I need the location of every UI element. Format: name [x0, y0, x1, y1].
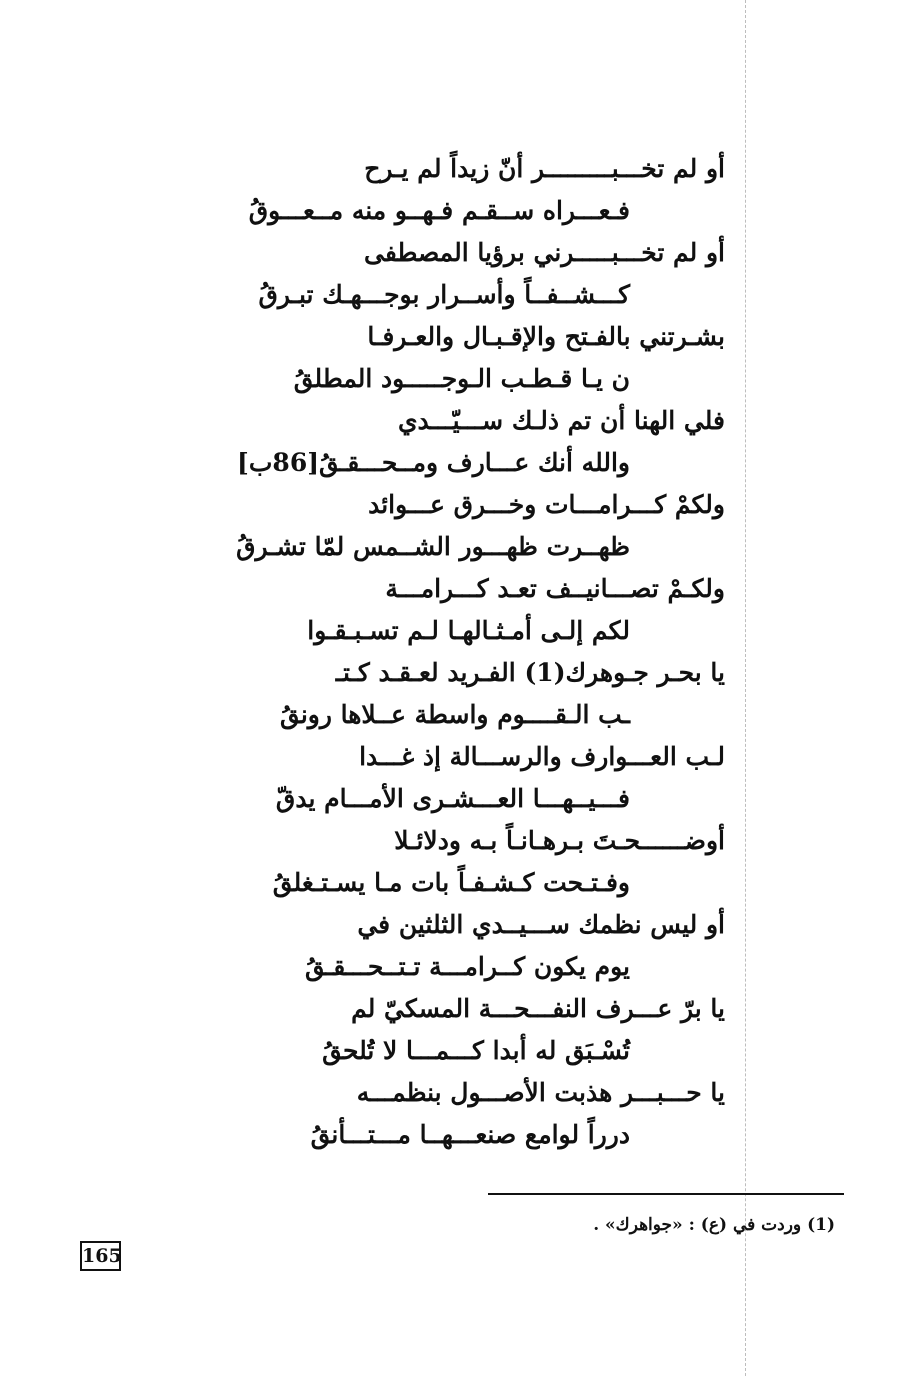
poem-line-9: ولكمْ كـــرامـــات وخـــرق عـــوائد — [368, 490, 725, 519]
poem-line-12: لكم إلـى أمـثـالهـا لـم تسـبـقـوا — [307, 616, 630, 645]
poem-line-19: أو ليس نظمك ســـيــدي الثلثين في — [357, 910, 725, 939]
poem-line-3: أو لم تخـــبـــــرني برؤيا المصطفى — [364, 238, 725, 267]
poem-line-1: أو لم تخـــبـــــــــر أنّ زيداً لم يـرح — [364, 154, 725, 183]
footnote-separator — [488, 1193, 844, 1195]
poem-line-2: فـعـــراه ســقـم فـهــو منه مــعـــوقُ — [248, 196, 630, 225]
poem-line-5: بشـرتني بالفـتح والإقـبـال والعـرفـا — [367, 322, 725, 351]
poem-line-8: والله أنك عـــارف ومــحـــقـقُ[86ب] — [237, 448, 630, 477]
poem-line-15: لـب العـــوارف والرســـالة إذ غـــدا — [359, 742, 725, 771]
poem-line-11: ولكـمْ تصـــانيــف تعـد كـــرامـــة — [385, 574, 725, 603]
poem-line-20: يوم يكون كــرامـــة تـتــحـــقـقُ — [305, 952, 630, 981]
page-number: 165 — [80, 1241, 121, 1271]
poem-line-14: ـب الـقــــوم واسطة عــلاها رونقُ — [279, 700, 630, 729]
poem-line-10: ظهــرت ظهـــور الشــمس لمّا تشـرقُ — [236, 532, 630, 561]
poem-line-23: يا حـــبـــر هذبت الأصـــول بنظمـــه — [356, 1078, 725, 1107]
poem-body — [236, 148, 725, 1156]
poem-line-18: وفـتـحت كـشـفـاً بات مـا يسـتـغلقُ — [272, 868, 630, 897]
footnote: (1) وردت في (ع) : «جواهرك» . — [593, 1215, 835, 1235]
poem-line-21: يا برّ عـــرف النفـــحـــة المسكيّ لم — [351, 994, 725, 1023]
poem-line-24: درراً لوامع صنعـــهــا مـــتـــأنقُ — [310, 1120, 630, 1149]
poem-line-16: فـــيــهـــا العـــشـرى الأمـــام يدقّ — [275, 784, 630, 813]
poem-line-13: يا بحـر جـوهرك(1) الفـريد لعـقـد كـتـ — [335, 658, 725, 687]
poem-line-17: أوضــــــحـتَ بـرهـانـاً بـه ودلائـلا — [394, 826, 725, 855]
poem-line-6: ن يـا قـطـب الـوجـــــود المطلقُ — [293, 364, 630, 393]
page-fold-line — [745, 0, 746, 1376]
poem-line-4: كـــشــفــاً وأســرار بوجـــهـك تبـرقُ — [258, 280, 630, 309]
poem-line-7: فلي الهنا أن تم ذلـك ســـيّـــدي — [397, 406, 725, 435]
poem-line-22: تُسْـبَق له أبدا كـــمـــا لا تُلحقُ — [322, 1036, 630, 1065]
